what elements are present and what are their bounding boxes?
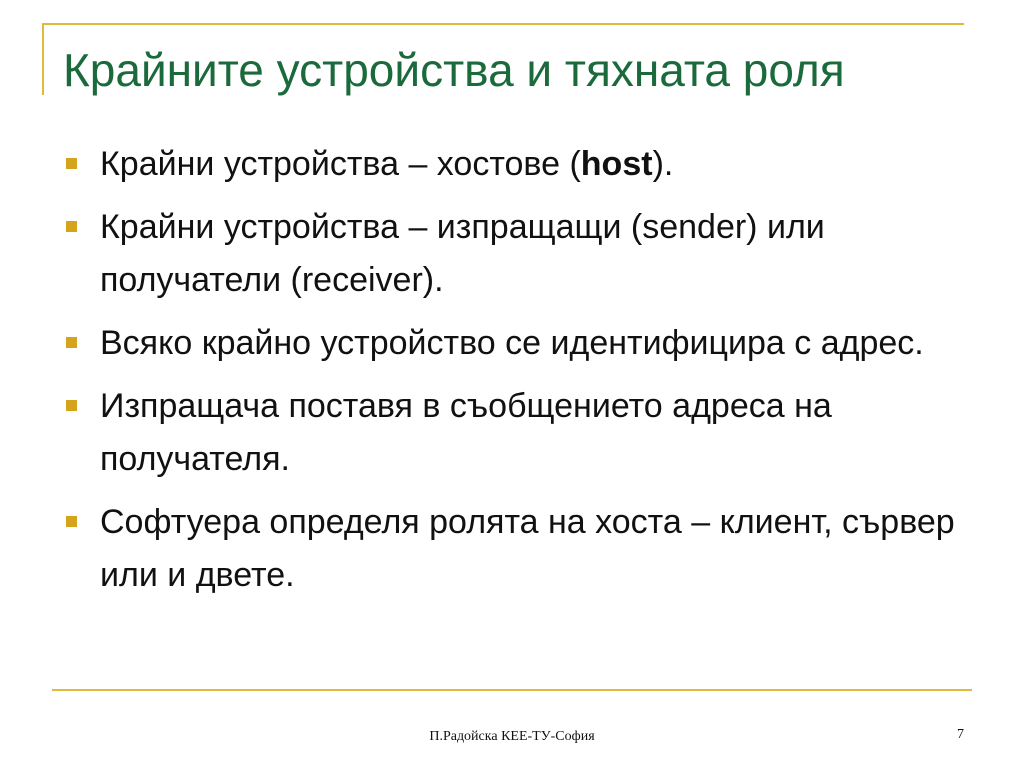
title-left-rule bbox=[42, 23, 44, 95]
square-bullet-icon bbox=[66, 516, 77, 527]
square-bullet-icon bbox=[66, 221, 77, 232]
title-top-rule bbox=[42, 23, 964, 25]
bullet-item bbox=[66, 317, 966, 370]
bullet-text-after: ). bbox=[652, 145, 674, 183]
square-bullet-icon bbox=[66, 400, 77, 411]
bullet-item bbox=[66, 496, 966, 602]
slide-footer: П.Радойска КЕЕ-ТУ-София bbox=[429, 729, 595, 744]
bullet-text bbox=[100, 145, 673, 183]
bullet-item bbox=[66, 380, 966, 486]
square-bullet-icon bbox=[66, 337, 77, 348]
bullet-text: Изпращача поставя в съобщението адреса на получателя. bbox=[100, 387, 832, 478]
bullet-text: Софтуера определя ролята на хоста – клиент, сървер или и двете. bbox=[100, 503, 955, 594]
bullet-item bbox=[66, 201, 966, 307]
bullet-text: Всяко крайно устройство се идентифицира с адрес. bbox=[100, 324, 924, 362]
bullet-text-before: Крайни устройства – хостове ( bbox=[100, 145, 581, 183]
square-bullet-icon bbox=[66, 158, 77, 169]
bullet-text-bold: host bbox=[580, 145, 653, 183]
bullet-item bbox=[66, 138, 966, 191]
bullet-text: Крайни устройства – изпращащи (sender) или получатели (receiver). bbox=[100, 208, 825, 299]
bullet-list bbox=[66, 138, 966, 612]
page-number: 7 bbox=[957, 727, 964, 742]
footer-rule bbox=[52, 689, 972, 691]
slide-title: Крайните устройства и тяхната роля bbox=[63, 44, 845, 96]
